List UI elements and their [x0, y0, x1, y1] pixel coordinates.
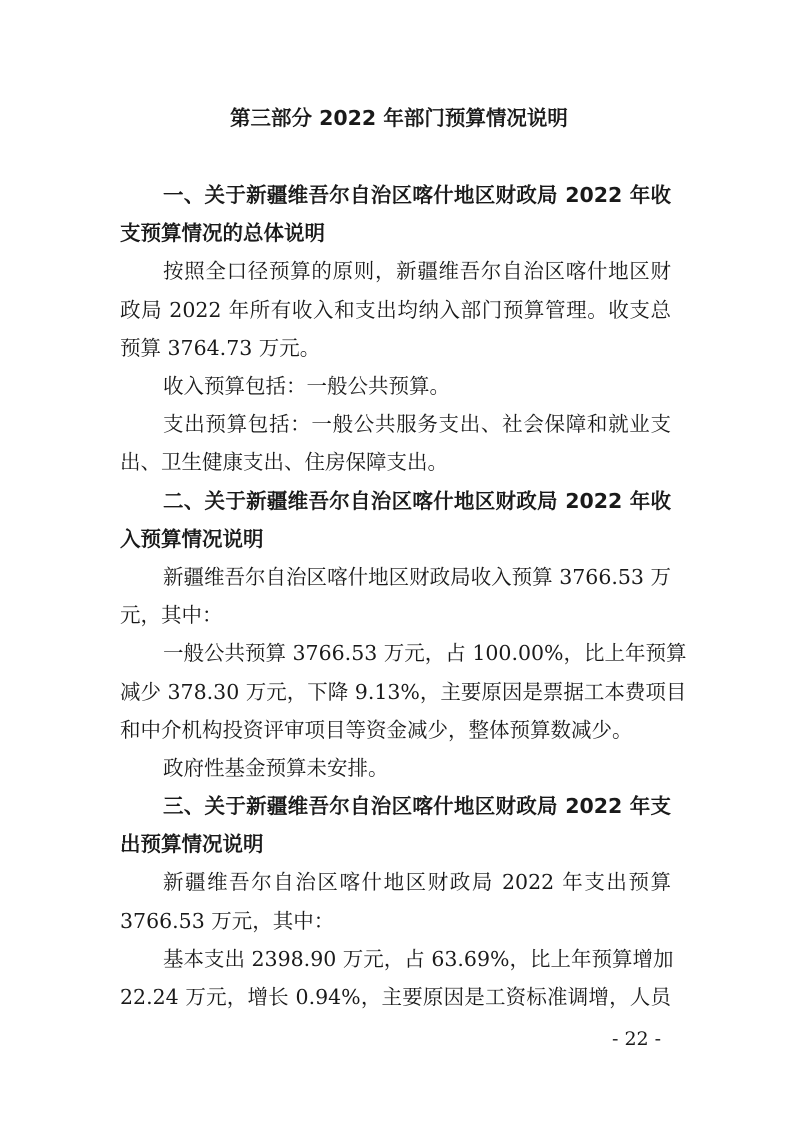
section-3-heading-line-2: 出预算情况说明 — [120, 832, 264, 856]
section-1-paragraph-3-line-1: 支出预算包括：一般公共服务支出、社会保障和就业支 — [163, 412, 671, 436]
section-3-paragraph-1-line-2: 3766.53 万元，其中： — [120, 909, 335, 933]
section-1-paragraph-3-line-2: 出、卫生健康支出、住房保障支出。 — [120, 450, 448, 474]
section-2-paragraph-1-line-1: 新疆维吾尔自治区喀什地区财政局收入预算 3766.53 万 — [163, 565, 671, 589]
section-1-paragraph-1-line-2: 政局 2022 年所有收入和支出均纳入部门预算管理。收支总 — [120, 298, 671, 322]
page-number: - 22 - — [612, 1028, 662, 1050]
section-3-heading-line-1: 三、关于新疆维吾尔自治区喀什地区财政局 2022 年支 — [163, 794, 671, 818]
section-2-heading-line-1: 二、关于新疆维吾尔自治区喀什地区财政局 2022 年收 — [163, 489, 671, 513]
section-1-paragraph-2: 收入预算包括：一般公共预算。 — [163, 374, 450, 398]
section-1-paragraph-1-line-1: 按照全口径预算的原则，新疆维吾尔自治区喀什地区财 — [163, 259, 671, 283]
section-2-paragraph-3: 政府性基金预算未安排。 — [163, 756, 389, 780]
page-title: 第三部分 2022 年部门预算情况说明 — [230, 106, 568, 130]
section-2-paragraph-2-line-3: 和中介机构投资评审项目等资金减少，整体预算数减少。 — [120, 718, 633, 742]
section-3-paragraph-1-line-1: 新疆维吾尔自治区喀什地区财政局 2022 年支出预算 — [163, 870, 671, 894]
section-1-heading-line-2: 支预算情况的总体说明 — [120, 221, 325, 245]
section-2-heading-line-2: 入预算情况说明 — [120, 527, 264, 551]
section-1-paragraph-1-line-3: 预算 3764.73 万元。 — [120, 336, 321, 360]
section-3-paragraph-2-line-1: 基本支出 2398.90 万元，占 63.69%，比上年预算增加 — [163, 947, 674, 971]
section-2-paragraph-2-line-2: 减少 378.30 万元，下降 9.13%，主要原因是票据工本费项目 — [120, 680, 687, 704]
section-3-paragraph-2-line-2: 22.24 万元，增长 0.94%，主要原因是工资标准调增，人员 — [120, 985, 671, 1009]
section-1-heading-line-1: 一、关于新疆维吾尔自治区喀什地区财政局 2022 年收 — [163, 183, 671, 207]
section-2-paragraph-2-line-1: 一般公共预算 3766.53 万元，占 100.00%，比上年预算 — [163, 641, 687, 665]
section-2-paragraph-1-line-2: 元，其中： — [120, 603, 223, 627]
